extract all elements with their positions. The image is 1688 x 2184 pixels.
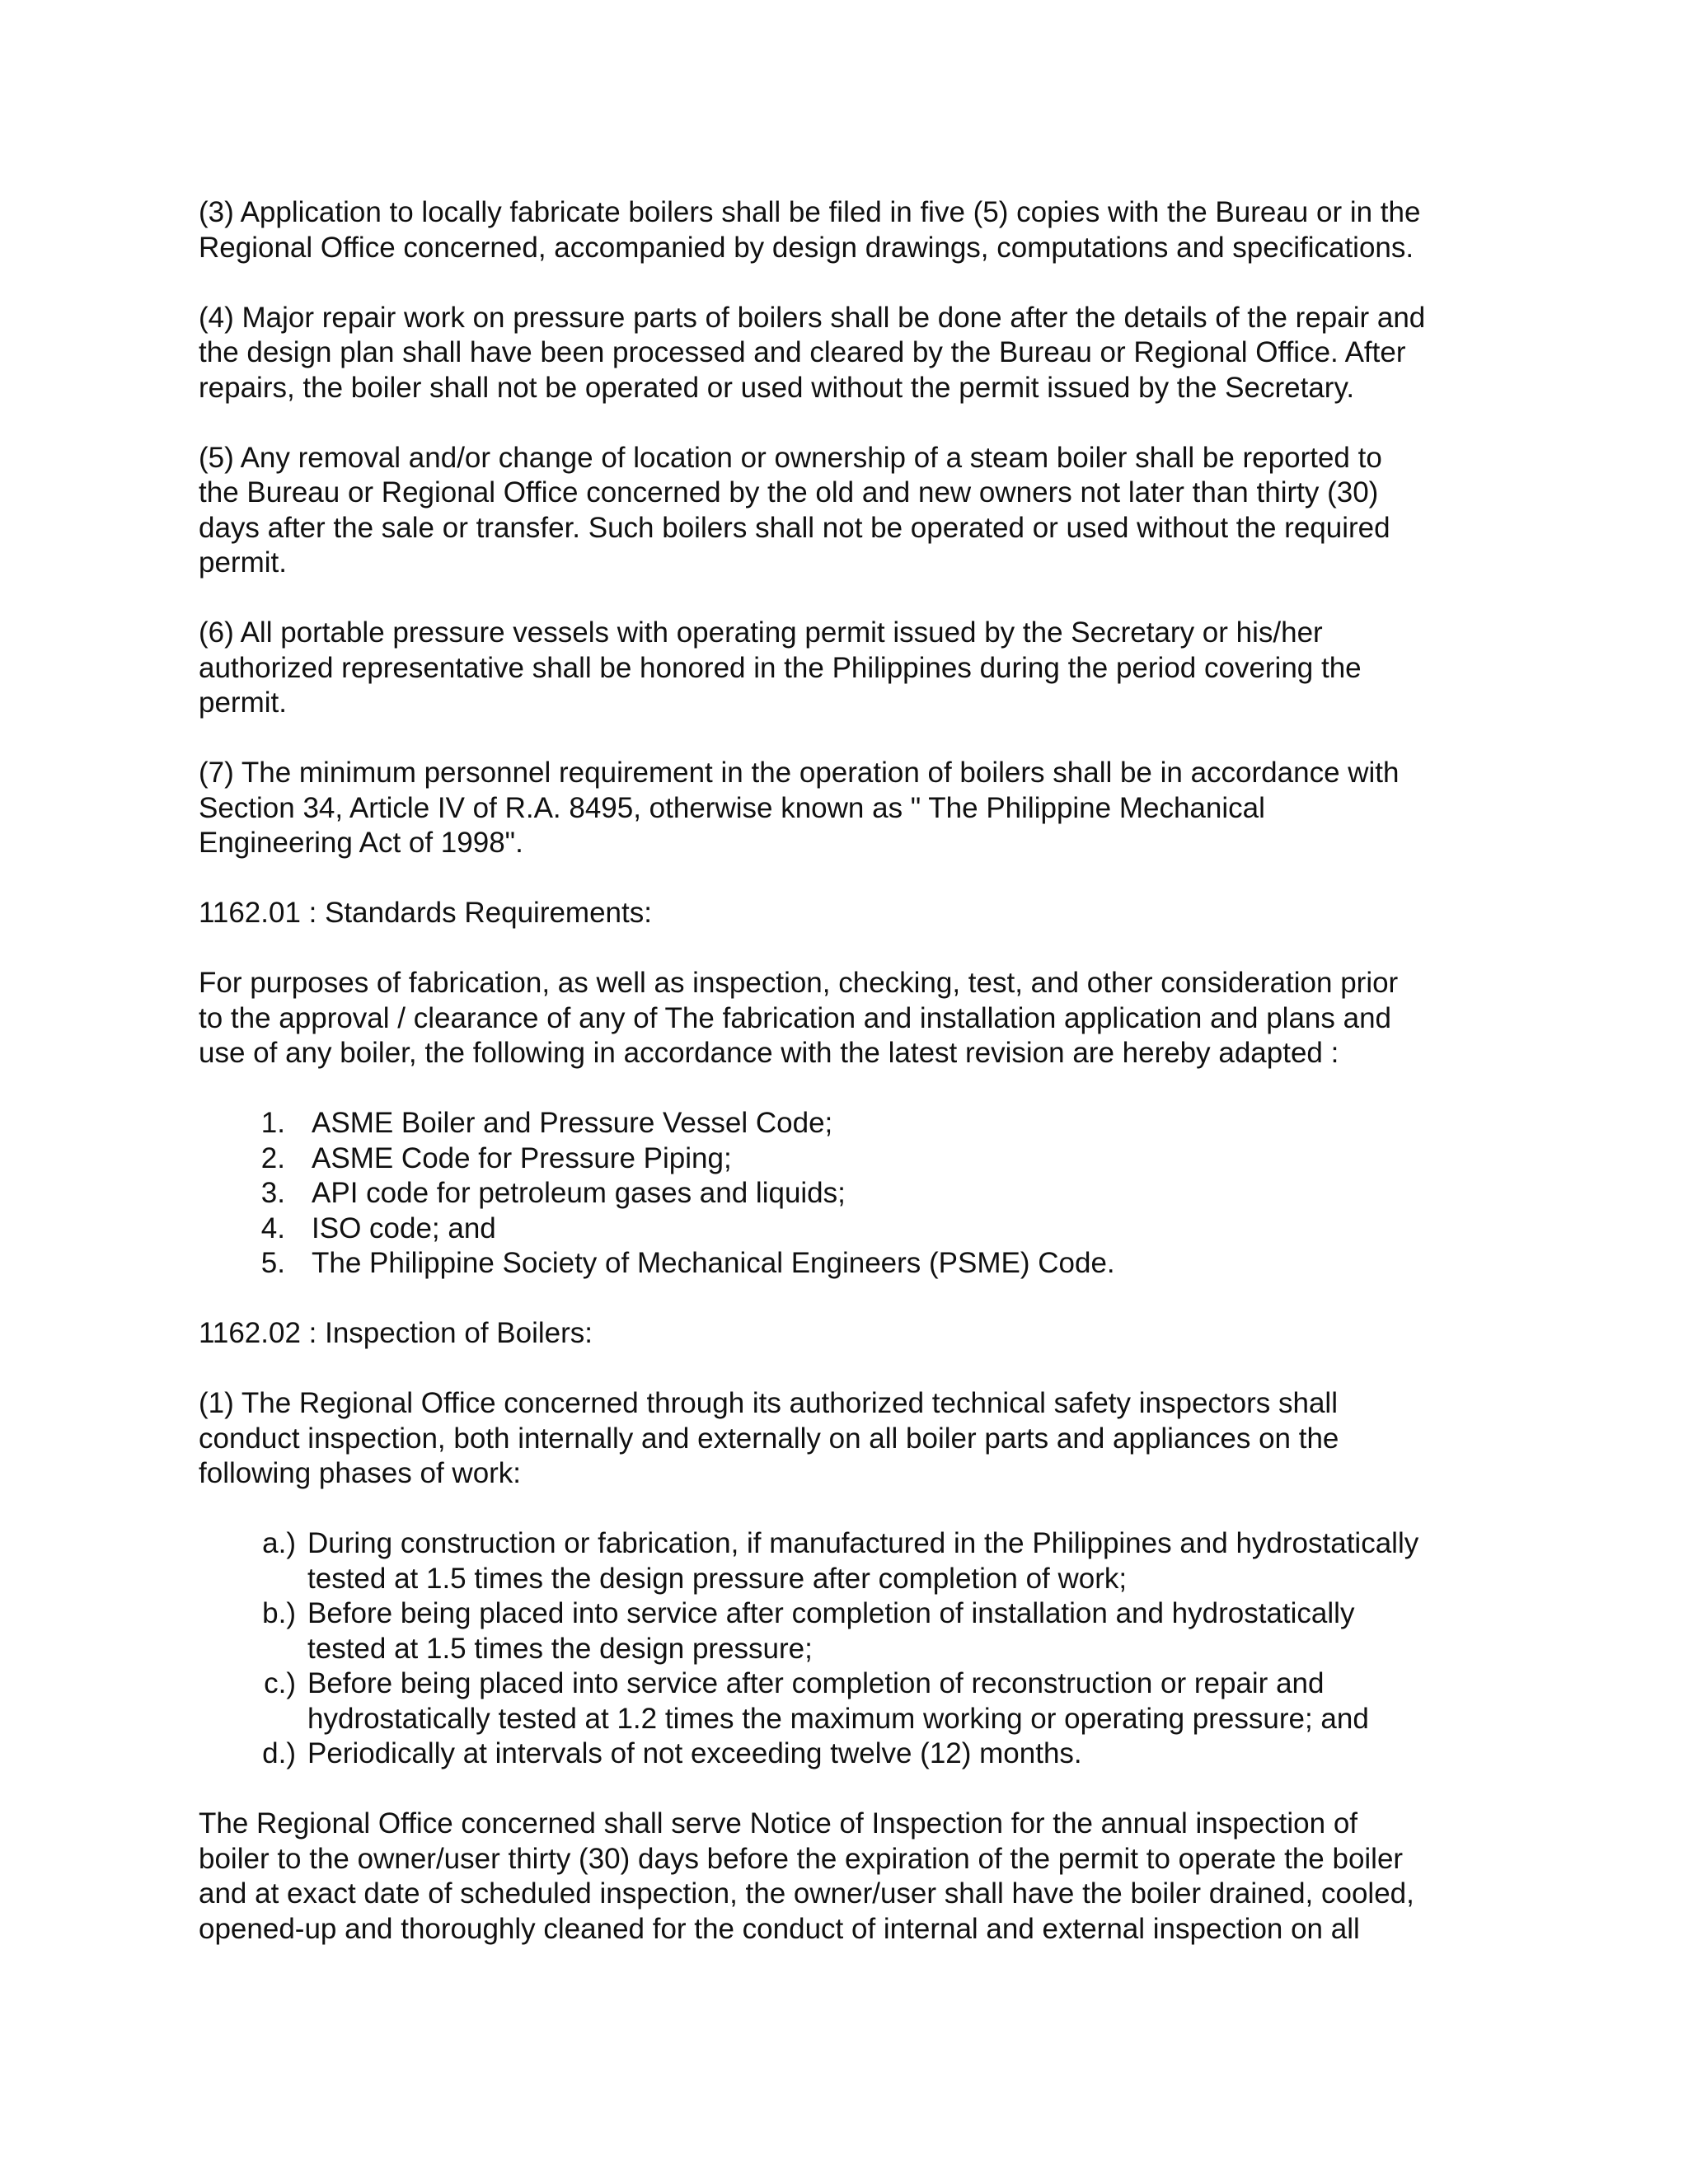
notice-of-inspection-paragraph: The Regional Office concerned shall serve Notice of Inspection for the annual inspection of boiler to the owner/user thirty (30) days before the expiration of the permit to operate the boiler and at exact date of scheduled inspection, the owner/user shall have the boiler drained, cooled, opened-up and thoroughly cleaned for the conduct of internal and external inspection on all — [199, 1807, 1414, 1945]
list-item-text: During construction or fabrication, if manufactured in the Philippines and hydrostatically tested at 1.5 times the design pressure after completion of work; — [307, 1527, 1419, 1595]
paragraph-3: (3) Application to locally fabricate boilers shall be filed in five (5) copies with the Bureau or in the Regional Office concerned, accompanied by design drawings, computations and specifications. — [199, 196, 1421, 264]
list-item — [199, 1106, 1493, 1141]
list-item-text: Periodically at intervals of not exceeding twelve (12) months. — [307, 1737, 1082, 1769]
list-item — [199, 1176, 1493, 1212]
section-heading-1162-02: 1162.02 : Inspection of Boilers: — [199, 1317, 593, 1349]
list-item — [199, 1666, 1493, 1736]
list-item — [199, 1212, 1493, 1247]
list-marker: b.) — [262, 1597, 296, 1629]
standards-list — [199, 1106, 1493, 1282]
list-item — [199, 1596, 1493, 1666]
list-marker: d.) — [262, 1737, 296, 1769]
list-item — [199, 1246, 1493, 1282]
list-item-text: ASME Boiler and Pressure Vessel Code; — [312, 1107, 833, 1139]
list-item-text: Before being placed into service after completion of installation and hydrostatically tested at 1.5 times the design pressure; — [307, 1597, 1355, 1665]
list-marker: 1. — [260, 1107, 285, 1139]
list-marker: 5. — [260, 1247, 285, 1279]
paragraph-5: (5) Any removal and/or change of location or ownership of a steam boiler shall be reported to the Bureau or Regional Office concerned by the old and new owners not later than thirty (30) days after the sale or transfer. Such boilers shall not be operated or used without the required permit. — [199, 441, 1390, 579]
list-marker: 4. — [260, 1212, 285, 1244]
list-item-text: API code for petroleum gases and liquids; — [312, 1177, 846, 1209]
section-heading-1162-01: 1162.01 : Standards Requirements: — [199, 897, 652, 929]
list-item — [199, 1141, 1493, 1177]
document-body — [199, 195, 1493, 1982]
list-item-text: ISO code; and — [312, 1212, 496, 1244]
paragraph-6: (6) All portable pressure vessels with operating permit issued by the Secretary or his/her authorized representative shall be honored in the Philippines during the period covering the permit. — [199, 616, 1362, 719]
paragraph-4: (4) Major repair work on pressure parts of boilers shall be done after the details of the repair and the design plan shall have been processed and cleared by the Bureau or Regional Office. After repairs, the boiler shall not be operated or used without the permit issued by the Secretary. — [199, 301, 1426, 404]
standards-intro-paragraph: For purposes of fabrication, as well as inspection, checking, test, and other consideration prior to the approval / clearance of any of The fabrication and installation application and plans and use of any boiler, the following in accordance with the latest revision are hereby adapted : — [199, 967, 1399, 1069]
list-item — [199, 1736, 1493, 1772]
list-item-text: ASME Code for Pressure Piping; — [312, 1141, 732, 1174]
list-marker: c.) — [264, 1667, 296, 1699]
paragraph-7: (7) The minimum personnel requirement in the operation of boilers shall be in accordance with Section 34, Article IV of R.A. 8495, otherwise known as " The Philippine Mechanical Engineering Act of 1998". — [199, 757, 1400, 859]
inspection-paragraph-1: (1) The Regional Office concerned through its authorized technical safety inspectors shall conduct inspection, both internally and externally on all boiler parts and appliances on the following phases of work: — [199, 1387, 1339, 1489]
list-marker: a.) — [262, 1527, 296, 1559]
list-item — [199, 1526, 1493, 1596]
list-item-text: Before being placed into service after completion of reconstruction or repair and hydrostatically tested at 1.2 times the maximum working or operating pressure; and — [307, 1667, 1369, 1735]
inspection-phases-list — [199, 1526, 1493, 1772]
list-marker: 2. — [260, 1141, 285, 1174]
list-item-text: The Philippine Society of Mechanical Engineers (PSME) Code. — [312, 1247, 1115, 1279]
list-marker: 3. — [260, 1177, 285, 1209]
